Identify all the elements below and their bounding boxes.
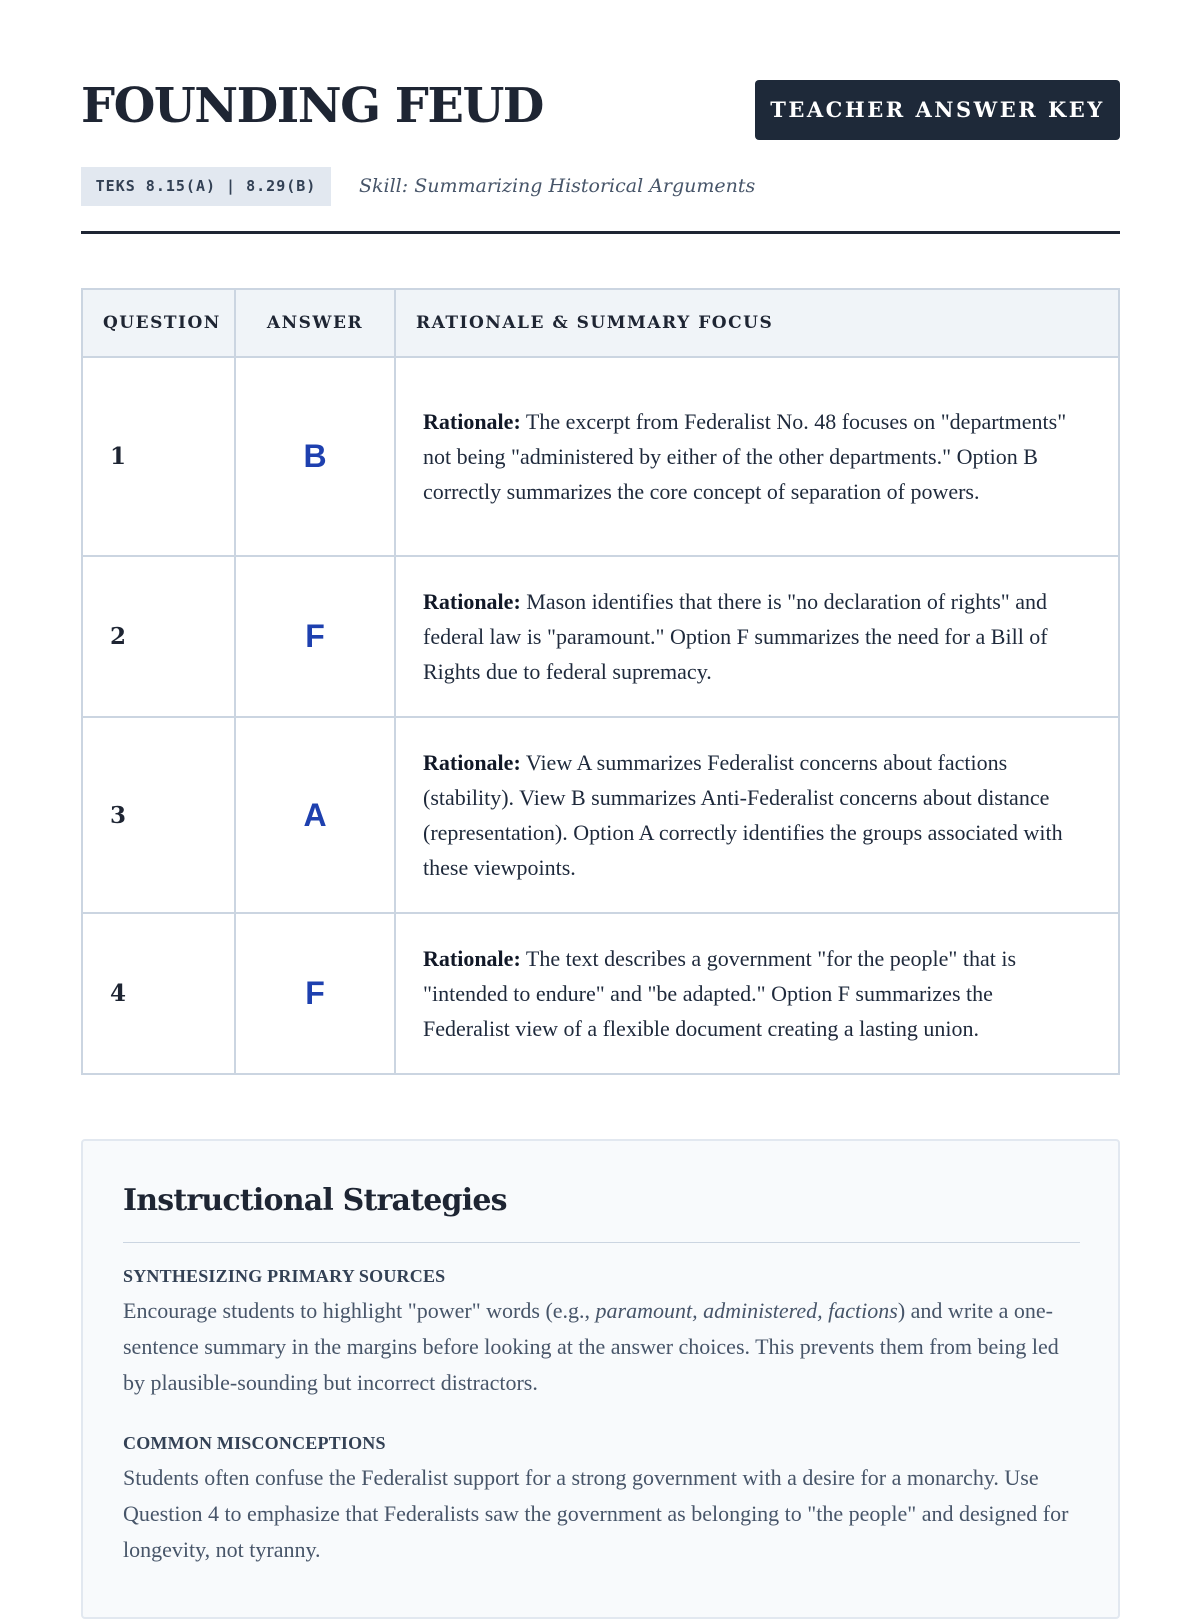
rationale-text: The text describes a government "for the people" that is "intended to endure" and "be adapted." Option F summarizes the Federalist view of a flexible document creating a lasting union.: [423, 946, 1017, 1041]
strategy-text-part: Encourage students to highlight "power" words (e.g.,: [123, 1298, 596, 1323]
table-row: [82, 717, 1119, 913]
strategy-heading: SYNTHESIZING PRIMARY SOURCES: [123, 1266, 446, 1286]
table-row: [82, 556, 1119, 717]
strategy-synthesizing: [123, 1266, 1083, 1401]
rationale-cell: [395, 357, 1119, 556]
answer-letter: B: [235, 357, 395, 556]
strategy-text-emphasis: paramount, administered, factions: [595, 1298, 898, 1323]
rationale-cell: [395, 556, 1119, 717]
strategy-text: Students often confuse the Federalist support for a strong government with a desire for a monarchy. Use Question 4 to emphasize that Federalists saw the government as belonging to "the people" and designed for longevity, not tyranny.: [123, 1465, 1069, 1562]
rationale-label: Rationale:: [423, 409, 521, 434]
question-number: 4: [82, 913, 235, 1074]
answer-letter: A: [235, 717, 395, 913]
table-row: [82, 357, 1119, 556]
rationale-text: Mason identifies that there is "no declaration of rights" and federal law is "paramount." Option F summarizes the need for a Bill of Rights due to federal supremacy.: [423, 589, 1048, 684]
meta-row: [81, 167, 1120, 206]
page-title: FOUNDING FEUD: [81, 78, 543, 134]
strategies-title: Instructional Strategies: [123, 1183, 507, 1218]
column-header-rationale: RATIONALE & SUMMARY FOCUS: [395, 289, 1119, 357]
table-row: [82, 913, 1119, 1074]
rationale-cell: [395, 913, 1119, 1074]
question-number: 2: [82, 556, 235, 717]
strategy-text-part: ) and write a one-sentence summary in the margins before looking at the answer choices. This prevents them from being led by plausible-sounding but incorrect distractors.: [123, 1298, 1059, 1395]
answer-table: [81, 288, 1120, 1075]
answer-letter: F: [235, 913, 395, 1074]
question-number: 3: [82, 717, 235, 913]
header-divider: [81, 231, 1120, 234]
rationale-label: Rationale:: [423, 750, 521, 775]
strategy-heading: COMMON MISCONCEPTIONS: [123, 1433, 386, 1453]
answer-letter: F: [235, 556, 395, 717]
rationale-label: Rationale:: [423, 946, 521, 971]
table-header-row: [82, 289, 1119, 357]
skill-label: Skill: Summarizing Historical Arguments: [359, 175, 756, 197]
column-header-answer: ANSWER: [235, 289, 395, 357]
teacher-answer-key-badge: TEACHER ANSWER KEY: [755, 80, 1120, 140]
strategy-text: [123, 1293, 1083, 1401]
question-number: 1: [82, 357, 235, 556]
strategies-divider: [123, 1242, 1080, 1243]
column-header-question: QUESTION: [82, 289, 235, 357]
instructional-strategies-panel: [81, 1139, 1120, 1619]
rationale-text: The excerpt from Federalist No. 48 focuses on "departments" not being "administered by either of the other departments." Option B correctly summarizes the core concept of separation of powers.: [423, 409, 1067, 504]
rationale-label: Rationale:: [423, 589, 521, 614]
teks-badge: TEKS 8.15(A) | 8.29(B): [81, 167, 331, 206]
strategy-misconceptions: [123, 1433, 1083, 1568]
header: [81, 80, 1120, 142]
rationale-cell: [395, 717, 1119, 913]
rationale-text: View A summarizes Federalist concerns about factions (stability). View B summarizes Anti-Federalist concerns about distance (representation). Option A correctly identifies the groups associated with these viewpoints.: [423, 750, 1063, 880]
